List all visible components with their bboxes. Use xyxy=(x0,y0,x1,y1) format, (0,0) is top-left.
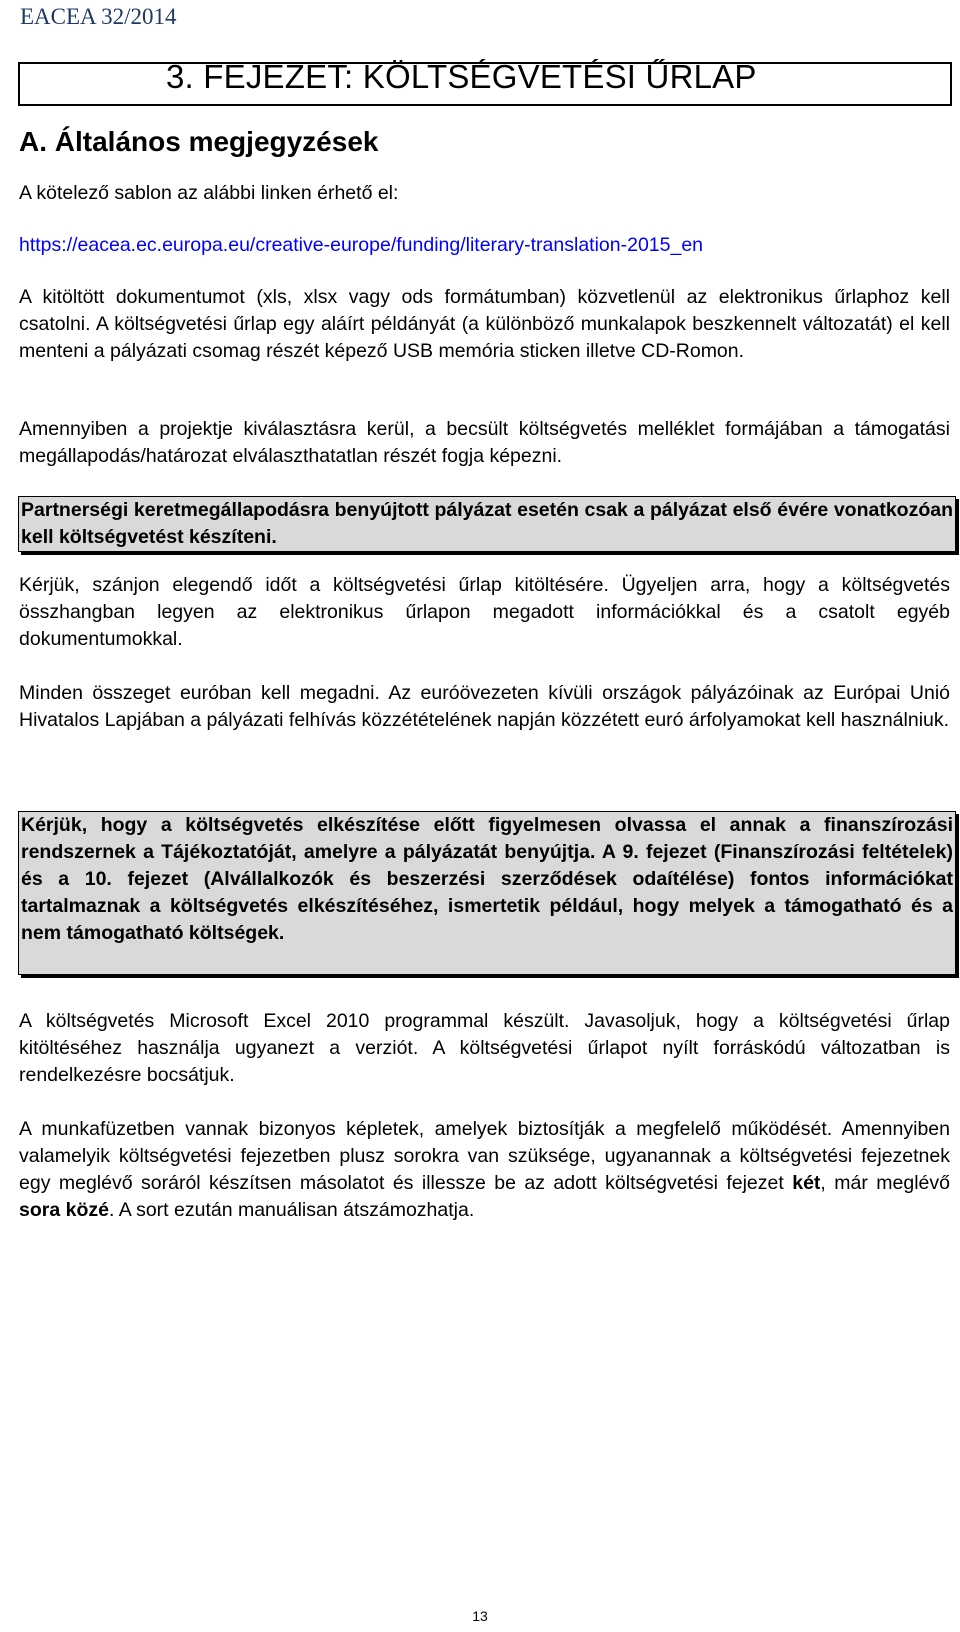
attachment-paragraph: A kitöltött dokumentumot (xls, xlsx vagy ods formátumban) közvetlenül az elektronikus űrlaphoz kell csatolni. A költségvetési űrlap egy aláírt példányát (a különböző munkalapok beszkennelt változatát) el kell menteni a pályázati csomag részét képező USB memória sticken illetve CD-Romon. xyxy=(19,286,950,362)
chapter-title: 3. FEJEZET: KÖLTSÉGVETÉSI ŰRLAP xyxy=(166,58,757,95)
formulas-text-c: , már meglévő xyxy=(820,1172,950,1194)
formulas-paragraph xyxy=(19,1116,950,1224)
template-link-line xyxy=(19,232,950,259)
partnership-note-text: Partnerségi keretmegállapodásra benyújtott pályázat esetén csak a pályázat első évére vonatkozóan kell költségvetést készíteni. xyxy=(21,499,953,548)
excel-paragraph: A költségvetés Microsoft Excel 2010 programmal készült. Javasoljuk, hogy a költségvetési űrlap kitöltéséhez használja ugyanezt a verziót. A költségvetési űrlapot nyílt forráskódú változatban is rendelkezésre bocsátjuk. xyxy=(19,1010,950,1086)
formulas-text-bold-two: két xyxy=(792,1172,821,1194)
formulas-text-a: A munkafüzetben vannak bizonyos képletek, amelyek biztosítják a megfelelő működését. Amennyiben valamelyik költségvetési fejezetben plusz sorokra van szüksége, ugyanannak a költségvetési fejezetnek egy meglévő soráról készítsen másolatot és illessze be az adott költségvetési fejezet xyxy=(19,1118,950,1194)
guide-note-box xyxy=(18,811,956,975)
formulas-text-bold-between: sora közé xyxy=(19,1199,109,1221)
time-paragraph: Kérjük, szánjon elegendő időt a költségvetési űrlap kitöltésére. Ügyeljen arra, hogy a költségvetés összhangban legyen az elektronikus űrlapon megadott információkkal és a csatolt egyéb dokumentumokkal. xyxy=(19,574,950,650)
template-link[interactable]: https://eacea.ec.europa.eu/creative-europe/funding/literary-translation-2015_en xyxy=(19,234,704,256)
section-title: A. Általános megjegyzések xyxy=(19,126,379,157)
template-intro-text: A kötelező sablon az alábbi linken érhető el: xyxy=(19,182,399,204)
partnership-note-box xyxy=(18,496,956,552)
page-number: 13 xyxy=(472,1608,488,1624)
document-reference: EACEA 32/2014 xyxy=(20,4,177,29)
formulas-text-e: . A sort ezután manuálisan átszámozhatja. xyxy=(108,1199,475,1221)
selection-paragraph: Amennyiben a projektje kiválasztásra kerül, a becsült költségvetés melléklet formájában a támogatási megállapodás/határozat elválaszthatatlan részét fogja képezni. xyxy=(19,418,950,467)
guide-note-text: Kérjük, hogy a költségvetés elkészítése előtt figyelmesen olvassa el annak a finanszírozási rendszernek a Tájékoztatóját, amelyre a pályázatát benyújtja. A 9. fejezet (Finanszírozási feltételek) és a 10. fejezet (Alvállalkozók és beszerzési szerződések odaítélése) fontos információkat tartalmaznak a költségvetés elkészítéséhez, ismertetik például, hogy melyek a támogatható és a nem támogatható költségek. xyxy=(21,814,953,944)
euro-paragraph: Minden összeget euróban kell megadni. Az euróövezeten kívüli országok pályázóinak az Európai Unió Hivatalos Lapjában a pályázati felhívás közzétételének napján közzétett euró árfolyamokat kell használniuk. xyxy=(19,682,950,731)
